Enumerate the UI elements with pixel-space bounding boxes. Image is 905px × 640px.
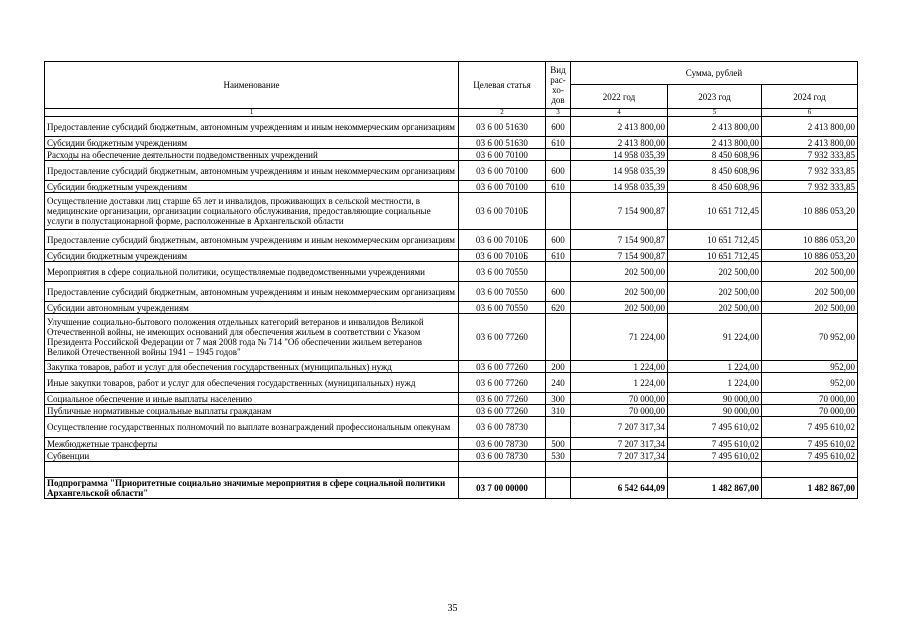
cell-y2023: 8 450 608,96 <box>668 149 762 161</box>
table-row <box>45 117 858 137</box>
cell-y2022: 6 542 644,09 <box>571 478 668 499</box>
table-row <box>45 181 858 193</box>
cell-name: Улучшение социально-бытового положения отдельных категорий ветеранов и инвалидов Великой Отечественной войны, не имеющих оснований для обеспечения жильем в соответствии с Указом Президента Российской Федерации от 7 мая 2008 года № 714 "Об обеспечении жильем ветеранов Великой Отечественной войны 1941 – 1945 годов" <box>45 314 459 361</box>
cell-kind: 610 <box>546 181 571 193</box>
cell-y2022: 14 958 035,39 <box>571 161 668 181</box>
cell-code: 03 6 00 7010Б <box>459 193 546 230</box>
cell-y2023: 2 413 800,00 <box>668 117 762 137</box>
cell-name <box>45 462 459 478</box>
cell-kind: 300 <box>546 393 571 405</box>
table-row <box>45 250 858 262</box>
cell-code: 03 6 00 51630 <box>459 117 546 137</box>
table-row <box>45 302 858 314</box>
cell-code: 03 6 00 7010Б <box>459 250 546 262</box>
cell-name: Расходы на обеспечение деятельности подведомственных учреждений <box>45 149 459 161</box>
cell-kind <box>546 417 571 438</box>
cell-kind <box>546 262 571 282</box>
cell-y2024: 7 932 333,85 <box>762 161 858 181</box>
cell-y2023 <box>668 462 762 478</box>
cell-kind: 600 <box>546 117 571 137</box>
cell-y2024: 10 886 053,20 <box>762 250 858 262</box>
cell-code <box>459 462 546 478</box>
cell-name: Публичные нормативные социальные выплаты гражданам <box>45 405 459 417</box>
cell-y2022: 7 154 900,87 <box>571 250 668 262</box>
table-row <box>45 149 858 161</box>
cell-kind: 240 <box>546 373 571 393</box>
cell-y2024: 202 500,00 <box>762 282 858 302</box>
cell-y2024: 7 932 333,85 <box>762 181 858 193</box>
cell-y2024: 1 482 867,00 <box>762 478 858 499</box>
cell-y2023: 7 495 610,02 <box>668 417 762 438</box>
cell-y2024: 70 000,00 <box>762 393 858 405</box>
table-row <box>45 161 858 181</box>
cell-y2024: 2 413 800,00 <box>762 117 858 137</box>
table-row <box>45 393 858 405</box>
column-index-row <box>45 109 858 117</box>
cell-y2023: 202 500,00 <box>668 282 762 302</box>
cell-y2024: 70 952,00 <box>762 314 858 361</box>
header-sum: Сумма, рублей <box>571 62 858 85</box>
subprogram-row <box>45 478 858 499</box>
cell-name: Социальное обеспечение и иные выплаты населению <box>45 393 459 405</box>
cell-code: 03 6 00 77260 <box>459 393 546 405</box>
cell-name: Предоставление субсидий бюджетным, автономным учреждениям и иным некоммерческим организациям <box>45 282 459 302</box>
cell-kind <box>546 478 571 499</box>
cell-y2024: 7 932 333,85 <box>762 149 858 161</box>
table-row <box>45 405 858 417</box>
cell-y2024: 7 495 610,02 <box>762 417 858 438</box>
cell-name: Предоставление субсидий бюджетным, автономным учреждениям и иным некоммерческим организациям <box>45 117 459 137</box>
header-target: Целевая статья <box>459 62 546 109</box>
cell-y2022: 1 224,00 <box>571 361 668 373</box>
cell-name: Закупка товаров, работ и услуг для обеспечения государственных (муниципальных) нужд <box>45 361 459 373</box>
table-row <box>45 462 858 478</box>
cell-name: Подпрограмма "Приоритетные социально значимые мероприятия в сфере социальной политики Архангельской области" <box>45 478 459 499</box>
cell-y2024: 10 886 053,20 <box>762 230 858 250</box>
cell-y2023: 90 000,00 <box>668 405 762 417</box>
cell-y2023: 10 651 712,45 <box>668 193 762 230</box>
page-number: 35 <box>447 603 458 614</box>
cell-name: Иные закупки товаров, работ и услуг для обеспечения государственных (муниципальных) нужд <box>45 373 459 393</box>
cell-code: 03 6 00 70550 <box>459 282 546 302</box>
table-row <box>45 262 858 282</box>
header-row-top <box>45 62 858 85</box>
cell-code: 03 6 00 78730 <box>459 417 546 438</box>
cell-code: 03 6 00 70100 <box>459 181 546 193</box>
cell-name: Субсидии бюджетным учреждениям <box>45 181 459 193</box>
cell-name: Субвенции <box>45 450 459 462</box>
column-index: 2 <box>459 109 546 117</box>
cell-y2024: 952,00 <box>762 373 858 393</box>
column-index: 1 <box>45 109 459 117</box>
header-year-2024: 2024 год <box>762 85 858 109</box>
cell-kind: 610 <box>546 250 571 262</box>
cell-y2023: 202 500,00 <box>668 262 762 282</box>
cell-y2022: 202 500,00 <box>571 262 668 282</box>
cell-kind: 200 <box>546 361 571 373</box>
cell-kind: 620 <box>546 302 571 314</box>
table-row <box>45 417 858 438</box>
column-index: 5 <box>668 109 762 117</box>
cell-y2024: 202 500,00 <box>762 302 858 314</box>
cell-y2022: 7 207 317,34 <box>571 450 668 462</box>
cell-kind <box>546 314 571 361</box>
cell-y2022: 7 207 317,34 <box>571 417 668 438</box>
cell-code: 03 6 00 78730 <box>459 450 546 462</box>
cell-code: 03 6 00 51630 <box>459 137 546 149</box>
cell-kind: 530 <box>546 450 571 462</box>
cell-name: Предоставление субсидий бюджетным, автономным учреждениям и иным некоммерческим организациям <box>45 161 459 181</box>
cell-name: Мероприятия в сфере социальной политики, осуществляемые подведомственными учреждениями <box>45 262 459 282</box>
cell-code: 03 6 00 77260 <box>459 361 546 373</box>
cell-y2023: 90 000,00 <box>668 393 762 405</box>
cell-y2023: 1 224,00 <box>668 361 762 373</box>
cell-kind <box>546 462 571 478</box>
cell-code: 03 6 00 70550 <box>459 262 546 282</box>
cell-code: 03 6 00 77260 <box>459 373 546 393</box>
cell-y2023: 91 224,00 <box>668 314 762 361</box>
cell-y2022: 70 000,00 <box>571 393 668 405</box>
cell-name: Субсидии бюджетным учреждениям <box>45 250 459 262</box>
cell-y2023: 7 495 610,02 <box>668 450 762 462</box>
column-index: 4 <box>571 109 668 117</box>
table-row <box>45 373 858 393</box>
cell-kind: 310 <box>546 405 571 417</box>
table-row <box>45 450 858 462</box>
cell-y2022: 202 500,00 <box>571 282 668 302</box>
cell-y2022: 14 958 035,39 <box>571 181 668 193</box>
cell-y2022: 7 207 317,34 <box>571 438 668 450</box>
header-year-2022: 2022 год <box>571 85 668 109</box>
cell-y2023: 202 500,00 <box>668 302 762 314</box>
cell-y2024: 10 886 053,20 <box>762 193 858 230</box>
cell-code: 03 7 00 00000 <box>459 478 546 499</box>
cell-y2024: 7 495 610,02 <box>762 438 858 450</box>
cell-name: Субсидии бюджетным учреждениям <box>45 137 459 149</box>
cell-kind: 500 <box>546 438 571 450</box>
cell-y2024: 2 413 800,00 <box>762 137 858 149</box>
cell-y2022: 202 500,00 <box>571 302 668 314</box>
cell-name: Межбюджетные трансферты <box>45 438 459 450</box>
cell-y2023: 1 224,00 <box>668 373 762 393</box>
column-index: 6 <box>762 109 858 117</box>
cell-code: 03 6 00 70100 <box>459 149 546 161</box>
cell-y2023: 10 651 712,45 <box>668 230 762 250</box>
cell-y2024: 202 500,00 <box>762 262 858 282</box>
cell-y2022: 14 958 035,39 <box>571 149 668 161</box>
cell-name: Осуществление государственных полномочий по выплате вознаграждений профессиональным опекунам <box>45 417 459 438</box>
cell-kind: 610 <box>546 137 571 149</box>
cell-y2022: 70 000,00 <box>571 405 668 417</box>
header-year-2023: 2023 год <box>668 85 762 109</box>
cell-kind: 600 <box>546 161 571 181</box>
cell-name: Осуществление доставки лиц старше 65 лет и инвалидов, проживающих в сельской местности, в медицинские организации, организации социального обслуживания, предоставляющие социальные услуги в полустационарной форме, расположенные в Архангельской области <box>45 193 459 230</box>
cell-y2023: 7 495 610,02 <box>668 438 762 450</box>
cell-name: Предоставление субсидий бюджетным, автономным учреждениям и иным некоммерческим организациям <box>45 230 459 250</box>
cell-y2023: 8 450 608,96 <box>668 161 762 181</box>
cell-code: 03 6 00 77260 <box>459 405 546 417</box>
cell-kind <box>546 149 571 161</box>
cell-code: 03 6 00 77260 <box>459 314 546 361</box>
table-row <box>45 193 858 230</box>
header-kind: Вид рас-хо-дов <box>546 62 571 109</box>
cell-y2024 <box>762 462 858 478</box>
table-row <box>45 282 858 302</box>
cell-y2023: 2 413 800,00 <box>668 137 762 149</box>
cell-code: 03 6 00 78730 <box>459 438 546 450</box>
header-name: Наименование <box>45 62 459 109</box>
cell-y2022: 2 413 800,00 <box>571 137 668 149</box>
cell-y2024: 70 000,00 <box>762 405 858 417</box>
table-row <box>45 361 858 373</box>
cell-y2022: 7 154 900,87 <box>571 230 668 250</box>
cell-y2022 <box>571 462 668 478</box>
cell-y2022: 71 224,00 <box>571 314 668 361</box>
table-row <box>45 230 858 250</box>
table-row <box>45 438 858 450</box>
cell-y2022: 2 413 800,00 <box>571 117 668 137</box>
cell-kind: 600 <box>546 282 571 302</box>
cell-kind: 600 <box>546 230 571 250</box>
cell-code: 03 6 00 7010Б <box>459 230 546 250</box>
cell-y2022: 7 154 900,87 <box>571 193 668 230</box>
cell-y2023: 10 651 712,45 <box>668 250 762 262</box>
cell-code: 03 6 00 70100 <box>459 161 546 181</box>
cell-name: Субсидии автономным учреждениям <box>45 302 459 314</box>
cell-y2024: 7 495 610,02 <box>762 450 858 462</box>
table-row <box>45 137 858 149</box>
cell-y2024: 952,00 <box>762 361 858 373</box>
cell-y2022: 1 224,00 <box>571 373 668 393</box>
cell-y2023: 8 450 608,96 <box>668 181 762 193</box>
cell-code: 03 6 00 70550 <box>459 302 546 314</box>
budget-table <box>44 61 858 499</box>
cell-y2023: 1 482 867,00 <box>668 478 762 499</box>
table-row <box>45 314 858 361</box>
cell-kind <box>546 193 571 230</box>
column-index: 3 <box>546 109 571 117</box>
